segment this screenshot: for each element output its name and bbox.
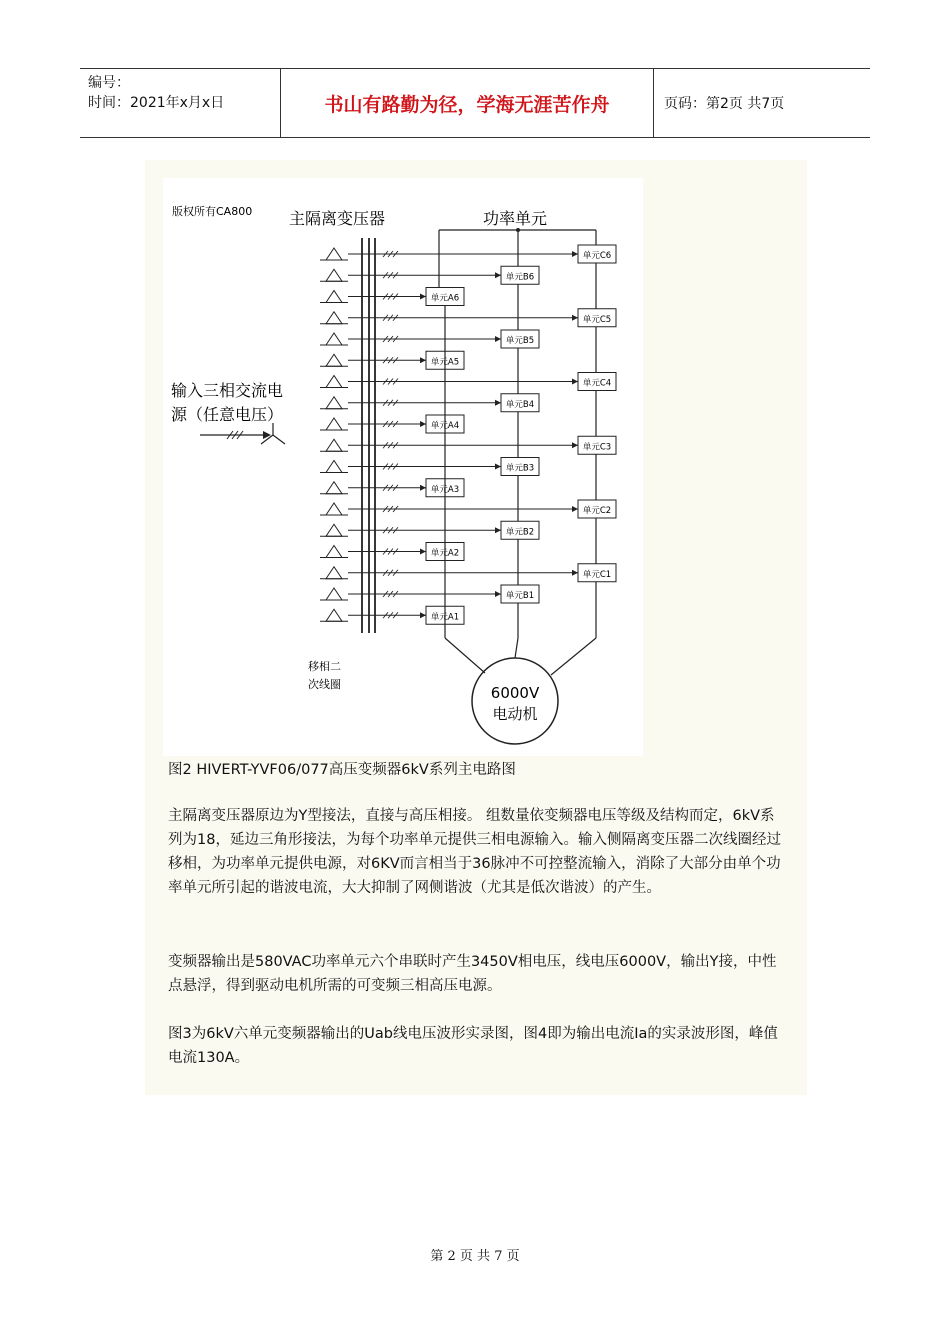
winding-symbol bbox=[326, 418, 342, 430]
power-unit-label: 功率单元 bbox=[483, 209, 548, 228]
copyright-text: 版权所有CA800 bbox=[172, 205, 253, 218]
header-meta bbox=[80, 69, 280, 137]
page-info: 页码：第2页 共7页 bbox=[664, 96, 785, 112]
number-label: 编号： bbox=[88, 75, 130, 91]
feed-arrowhead bbox=[495, 527, 501, 533]
feed-arrowhead bbox=[420, 294, 426, 300]
paragraph-1: 主隔离变压器原边为Y型接法，直接与高压相接。 组数量依变频器电压等级及结构而定，6kV系列为18，延边三角形接法，为每个功率单元提供三相电源输入。输入侧隔离变压器二次线圈经过移相，为功率单元提供电源，对6KV而言相当于36脉冲不可控整流输入，消除了大部分由单个功率单元所引起的谐波电流，大大抑制了网侧谐波（尤其是低次谐波）的产生。 bbox=[168, 808, 781, 896]
power-unit-label: 单元B6 bbox=[505, 272, 535, 283]
winding-symbol bbox=[326, 354, 342, 366]
circuit-diagram bbox=[163, 178, 643, 756]
winding-symbol bbox=[326, 333, 342, 345]
input-label-line1: 输入三相交流电 bbox=[171, 381, 284, 400]
power-unit-label: 单元C1 bbox=[582, 569, 612, 580]
feed-arrowhead bbox=[420, 421, 426, 427]
power-unit-label: 单元A2 bbox=[430, 548, 460, 559]
input-label-line2: 源（任意电压） bbox=[171, 405, 284, 424]
motor-lead-c bbox=[551, 638, 596, 675]
power-unit-label: 单元C6 bbox=[582, 251, 612, 261]
power-unit-label: 单元C3 bbox=[582, 442, 612, 453]
feed-arrowhead bbox=[420, 549, 426, 555]
feed-arrowhead bbox=[572, 506, 578, 512]
winding-symbol bbox=[326, 567, 342, 579]
motor-lead-b bbox=[515, 638, 518, 658]
secondary-label-line2: 次线圈 bbox=[308, 678, 341, 691]
motor-lead-a bbox=[445, 638, 485, 673]
feed-arrowhead bbox=[572, 570, 578, 576]
feed-arrowhead bbox=[420, 357, 426, 363]
motor-voltage: 6000V bbox=[490, 684, 540, 702]
secondary-label-line1: 移相二 bbox=[308, 660, 341, 673]
winding-symbol bbox=[326, 248, 342, 260]
feed-arrowhead bbox=[572, 315, 578, 321]
feed-arrowhead bbox=[495, 464, 501, 470]
figure-caption: 图2 HIVERT-YVF06/077高压变频器6kV系列主电路图 bbox=[168, 762, 516, 778]
power-unit-label: 单元A4 bbox=[430, 421, 460, 431]
motor-label: 电动机 bbox=[492, 705, 538, 723]
winding-symbol bbox=[326, 312, 342, 324]
feed-arrowhead bbox=[572, 442, 578, 448]
feed-arrowhead bbox=[495, 336, 501, 342]
power-unit-label: 单元B5 bbox=[505, 336, 535, 346]
winding-symbol bbox=[326, 503, 342, 515]
winding-symbol bbox=[326, 609, 342, 621]
feed-arrowhead bbox=[572, 379, 578, 385]
power-unit-label: 单元A1 bbox=[430, 612, 460, 623]
transformer-label: 主隔离变压器 bbox=[289, 209, 386, 228]
circuit-network bbox=[200, 228, 616, 675]
winding-symbol bbox=[326, 269, 342, 281]
page-header bbox=[80, 68, 870, 138]
winding-symbol bbox=[326, 482, 342, 494]
input-y-symbol bbox=[273, 435, 285, 444]
feed-arrowhead bbox=[420, 485, 426, 491]
motto: 书山有路勤为径，学海无涯苦作舟 bbox=[280, 69, 654, 137]
winding-symbol bbox=[326, 291, 342, 303]
feed-arrowhead bbox=[495, 400, 501, 406]
paragraph-3: 图3为6kV六单元变频器输出的Uab线电压波形实录图，图4即为输出电流Ia的实录波形图，峰值电流130A。 bbox=[168, 1026, 778, 1066]
feed-arrowhead bbox=[495, 591, 501, 597]
content-area bbox=[145, 160, 807, 1095]
power-unit-label: 单元C2 bbox=[582, 506, 612, 516]
winding-symbol bbox=[326, 546, 342, 558]
feed-arrowhead bbox=[495, 272, 501, 278]
winding-symbol bbox=[326, 524, 342, 536]
feed-arrowhead bbox=[572, 251, 578, 257]
winding-symbol bbox=[326, 461, 342, 473]
power-unit-label: 单元B4 bbox=[505, 399, 535, 410]
bus-junction bbox=[516, 228, 520, 232]
winding-symbol bbox=[326, 376, 342, 388]
power-unit-label: 单元A6 bbox=[430, 293, 460, 304]
feed-arrowhead bbox=[420, 612, 426, 618]
time-label: 时间：2021年x月x日 bbox=[88, 95, 225, 111]
power-unit-label: 单元C5 bbox=[582, 314, 612, 325]
paragraph-2: 变频器输出是580VAC功率单元六个串联时产生3450V相电压，线电压6000V，输出Y接，中性点悬浮，得到驱动电机所需的可变频三相高压电源。 bbox=[168, 954, 777, 994]
power-unit-label: 单元B3 bbox=[505, 463, 535, 474]
power-unit-label: 单元B1 bbox=[505, 591, 535, 601]
winding-symbol bbox=[326, 439, 342, 451]
power-unit-label: 单元A3 bbox=[430, 484, 460, 495]
circuit-svg bbox=[163, 178, 643, 756]
winding-symbol bbox=[326, 588, 342, 600]
power-unit-label: 单元C4 bbox=[582, 378, 612, 389]
power-unit-label: 单元B2 bbox=[505, 527, 535, 538]
power-unit-label: 单元A5 bbox=[430, 357, 460, 368]
winding-symbol bbox=[326, 397, 342, 409]
page-footer: 第 2 页 共 7 页 bbox=[430, 1249, 520, 1264]
